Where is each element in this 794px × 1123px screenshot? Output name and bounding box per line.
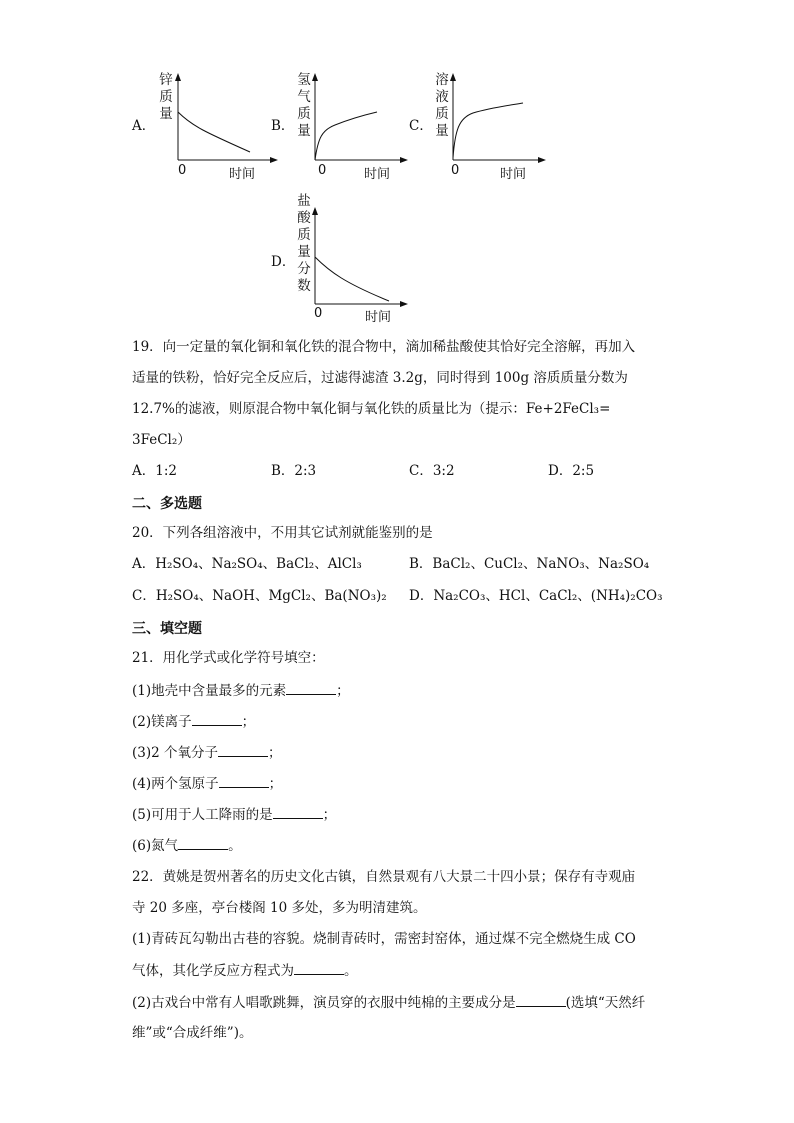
graph-d-ylabel: 盐酸质量分数 — [297, 193, 311, 294]
q19-option-b: B．2:3 — [271, 463, 317, 479]
q21-stem: 21．用化学式或化学符号填空： — [132, 650, 325, 666]
graph-c-label: C． — [409, 118, 433, 134]
graph-a-label: A． — [132, 118, 156, 134]
section-title-multi-choice: 二、多选题 — [132, 496, 202, 512]
answer-blank[interactable] — [192, 711, 242, 726]
answer-blank[interactable] — [273, 804, 323, 819]
answer-blank[interactable] — [218, 742, 268, 757]
q22-part2-text: (2)古戏台中常有人唱歌跳舞，演员穿的衣服中纯棉的主要成分是 — [132, 995, 516, 1011]
graph-c-xlabel: 时间 — [500, 167, 527, 182]
graph-d-xlabel: 时间 — [365, 310, 392, 325]
graph-a-origin: 0 — [178, 163, 187, 178]
q22-part1-text: 气体，其化学反应方程式为 — [132, 963, 294, 979]
q22-part1-line2 — [132, 960, 358, 981]
q22-part2-line1 — [132, 992, 645, 1013]
q19-line2: 适量的铁粉，恰好完全反应后，过滤得滤渣 3.2g，同时得到 100g 溶质质量分数为 — [132, 370, 628, 386]
q21-item-punct: ； — [322, 807, 337, 823]
q21-item-text: (4)两个氢原子 — [132, 776, 219, 792]
graph-b-origin: 0 — [318, 163, 327, 178]
q20-option-a: A．H₂SO₄、Na₂SO₄、BaCl₂、AlCl₃ — [132, 556, 362, 572]
graph-c-ylabel: 溶液质量 — [435, 72, 449, 139]
graph-d-origin: 0 — [314, 306, 323, 321]
q21-item — [132, 680, 350, 701]
q21-item-text: (2)镁离子 — [132, 714, 192, 730]
q21-item-punct: ； — [268, 776, 283, 792]
q22-part1-punct: 。 — [344, 963, 358, 979]
graph-d-label: D． — [271, 254, 296, 270]
graph-b-xlabel: 时间 — [364, 167, 391, 182]
answer-blank[interactable] — [178, 835, 228, 850]
q21-item-punct: ； — [241, 714, 256, 730]
q22-part2-hint: (选填“天然纤 — [565, 995, 646, 1011]
graph-a-ylabel: 锌质量 — [159, 72, 173, 122]
q19-option-a: A．1:2 — [132, 463, 177, 479]
q21-item-text: (6)氮气 — [132, 838, 179, 854]
q22-line1: 22．黄姚是贺州著名的历史文化古镇，自然景观有八大景二十四小景；保存有寺观庙 — [132, 869, 636, 885]
q21-item — [132, 742, 282, 763]
graph-b-label: B． — [271, 118, 295, 134]
q20-option-b: B．BaCl₂、CuCl₂、NaNO₃、Na₂SO₄ — [409, 556, 650, 572]
q19-option-c: C．3:2 — [409, 463, 455, 479]
q22-line2: 寺 20 多座，亭台楼阁 10 多处，多为明清建筑。 — [132, 900, 427, 916]
graph-c-origin: 0 — [451, 163, 460, 178]
q21-item — [132, 773, 282, 794]
answer-blank[interactable] — [294, 960, 344, 975]
q21-item-text: (3)2 个氧分子 — [132, 745, 219, 761]
q20-option-c: C．H₂SO₄、NaOH、MgCl₂、Ba(NO₃)₂ — [132, 588, 387, 604]
graph-a-xlabel: 时间 — [229, 167, 256, 182]
graph-b-ylabel: 氢气质量 — [297, 72, 311, 139]
q21-item-text: (5)可用于人工降雨的是 — [132, 807, 273, 823]
q20-stem: 20．下列各组溶液中，不用其它试剂就能鉴别的是 — [132, 525, 433, 541]
q21-item — [132, 804, 336, 825]
q21-item-punct: ； — [268, 745, 282, 761]
q21-item — [132, 835, 242, 856]
q19-option-d: D．2:5 — [548, 463, 595, 479]
q19-line3: 12.7%的滤液，则原混合物中氧化铜与氧化铁的质量比为（提示：Fe+2FeCl₃= — [132, 401, 611, 417]
q22-part2-line2: 维”或“合成纤维”)。 — [132, 1025, 253, 1041]
graph-d-curve — [315, 257, 389, 301]
q22-part1-line1: (1)青砖瓦勾勒出古巷的容貌。烧制青砖时，需密封窑体，通过煤不完全燃烧生成 CO — [132, 931, 636, 947]
q20-option-d: D．Na₂CO₃、HCl、CaCl₂、(NH₄)₂CO₃ — [409, 588, 663, 604]
q21-item-punct: ； — [336, 683, 350, 699]
answer-blank[interactable] — [219, 773, 269, 788]
answer-blank[interactable] — [516, 992, 566, 1007]
q21-item-text: (1)地壳中含量最多的元素 — [132, 683, 287, 699]
q19-line1: 19．向一定量的氧化铜和氧化铁的混合物中，滴加稀盐酸使其恰好完全溶解，再加入 — [132, 339, 636, 355]
q21-item-punct: 。 — [228, 838, 242, 854]
answer-blank[interactable] — [286, 680, 336, 695]
q21-item — [132, 711, 255, 732]
q19-line4: 3FeCl₂） — [132, 432, 191, 448]
section-title-fill-blank: 三、填空题 — [132, 621, 202, 637]
